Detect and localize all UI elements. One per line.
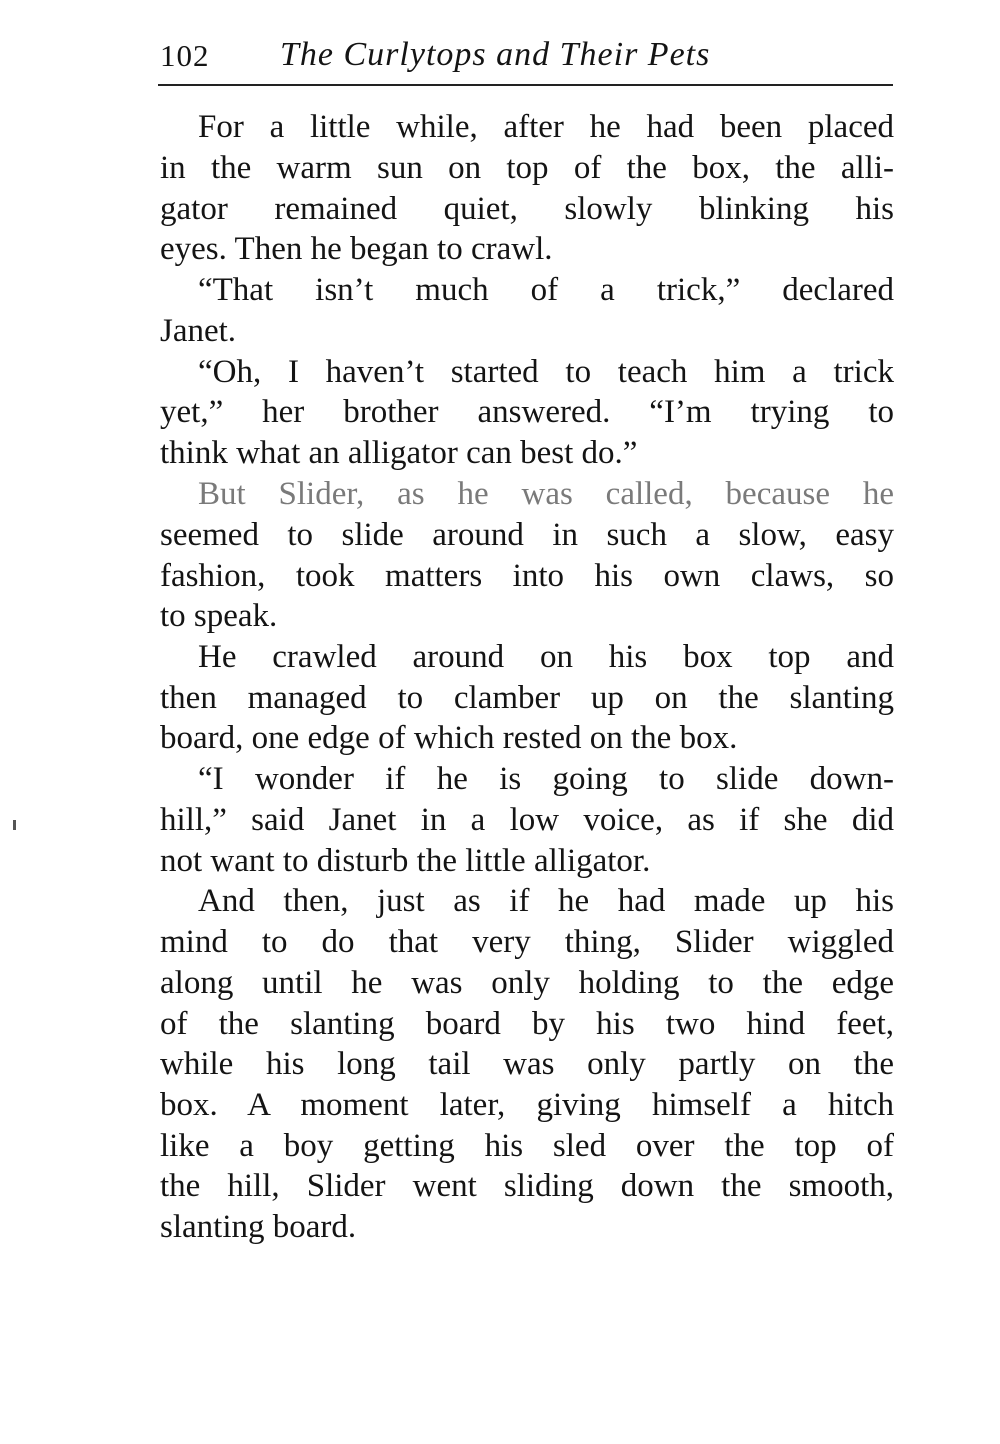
text-line: to speak. <box>160 598 278 634</box>
text-line: like a boy getting his sled over the top of <box>160 1128 894 1164</box>
text-line: of the slanting board by his two hind feet, <box>160 1006 894 1042</box>
text-line: He crawled around on his box top and <box>198 639 894 675</box>
text-line: hill,” said Janet in a low voice, as if she did <box>160 802 894 838</box>
running-head <box>160 38 900 82</box>
running-title: The Curlytops and Their Pets <box>280 36 711 73</box>
text-line: think what an alligator can best do.” <box>160 435 638 471</box>
text-line: then managed to clamber up on the slanting <box>160 680 894 716</box>
text-line: But Slider, as he was called, because he <box>198 476 894 512</box>
text-line: seemed to slide around in such a slow, easy <box>160 517 894 553</box>
text-line: board, one edge of which rested on the box. <box>160 720 738 756</box>
text-line: slanting board. <box>160 1209 357 1245</box>
header-rule <box>158 84 893 86</box>
text-line: while his long tail was only partly on the <box>160 1046 894 1082</box>
margin-speck <box>13 820 16 830</box>
text-line: gator remained quiet, slowly blinking his <box>160 191 894 227</box>
text-line: “That isn’t much of a trick,” declared <box>198 272 894 308</box>
text-line: not want to disturb the little alligator. <box>160 843 651 879</box>
text-line: “I wonder if he is going to slide down- <box>198 761 894 797</box>
text-line: fashion, took matters into his own claws, so <box>160 558 894 594</box>
text-line: Janet. <box>160 313 237 349</box>
text-line: For a little while, after he had been placed <box>198 109 894 145</box>
text-line: along until he was only holding to the edge <box>160 965 894 1001</box>
text-line: And then, just as if he had made up his <box>198 883 894 919</box>
text-line: mind to do that very thing, Slider wiggled <box>160 924 894 960</box>
text-line: “Oh, I haven’t started to teach him a trick <box>198 354 894 390</box>
text-line: eyes. Then he began to crawl. <box>160 231 553 267</box>
text-line: box. A moment later, giving himself a hitch <box>160 1087 894 1123</box>
text-line: yet,” her brother answered. “I’m trying to <box>160 394 894 430</box>
text-line: in the warm sun on top of the box, the alli- <box>160 150 894 186</box>
text-line: the hill, Slider went sliding down the smooth, <box>160 1168 894 1204</box>
page-number: 102 <box>160 38 210 73</box>
